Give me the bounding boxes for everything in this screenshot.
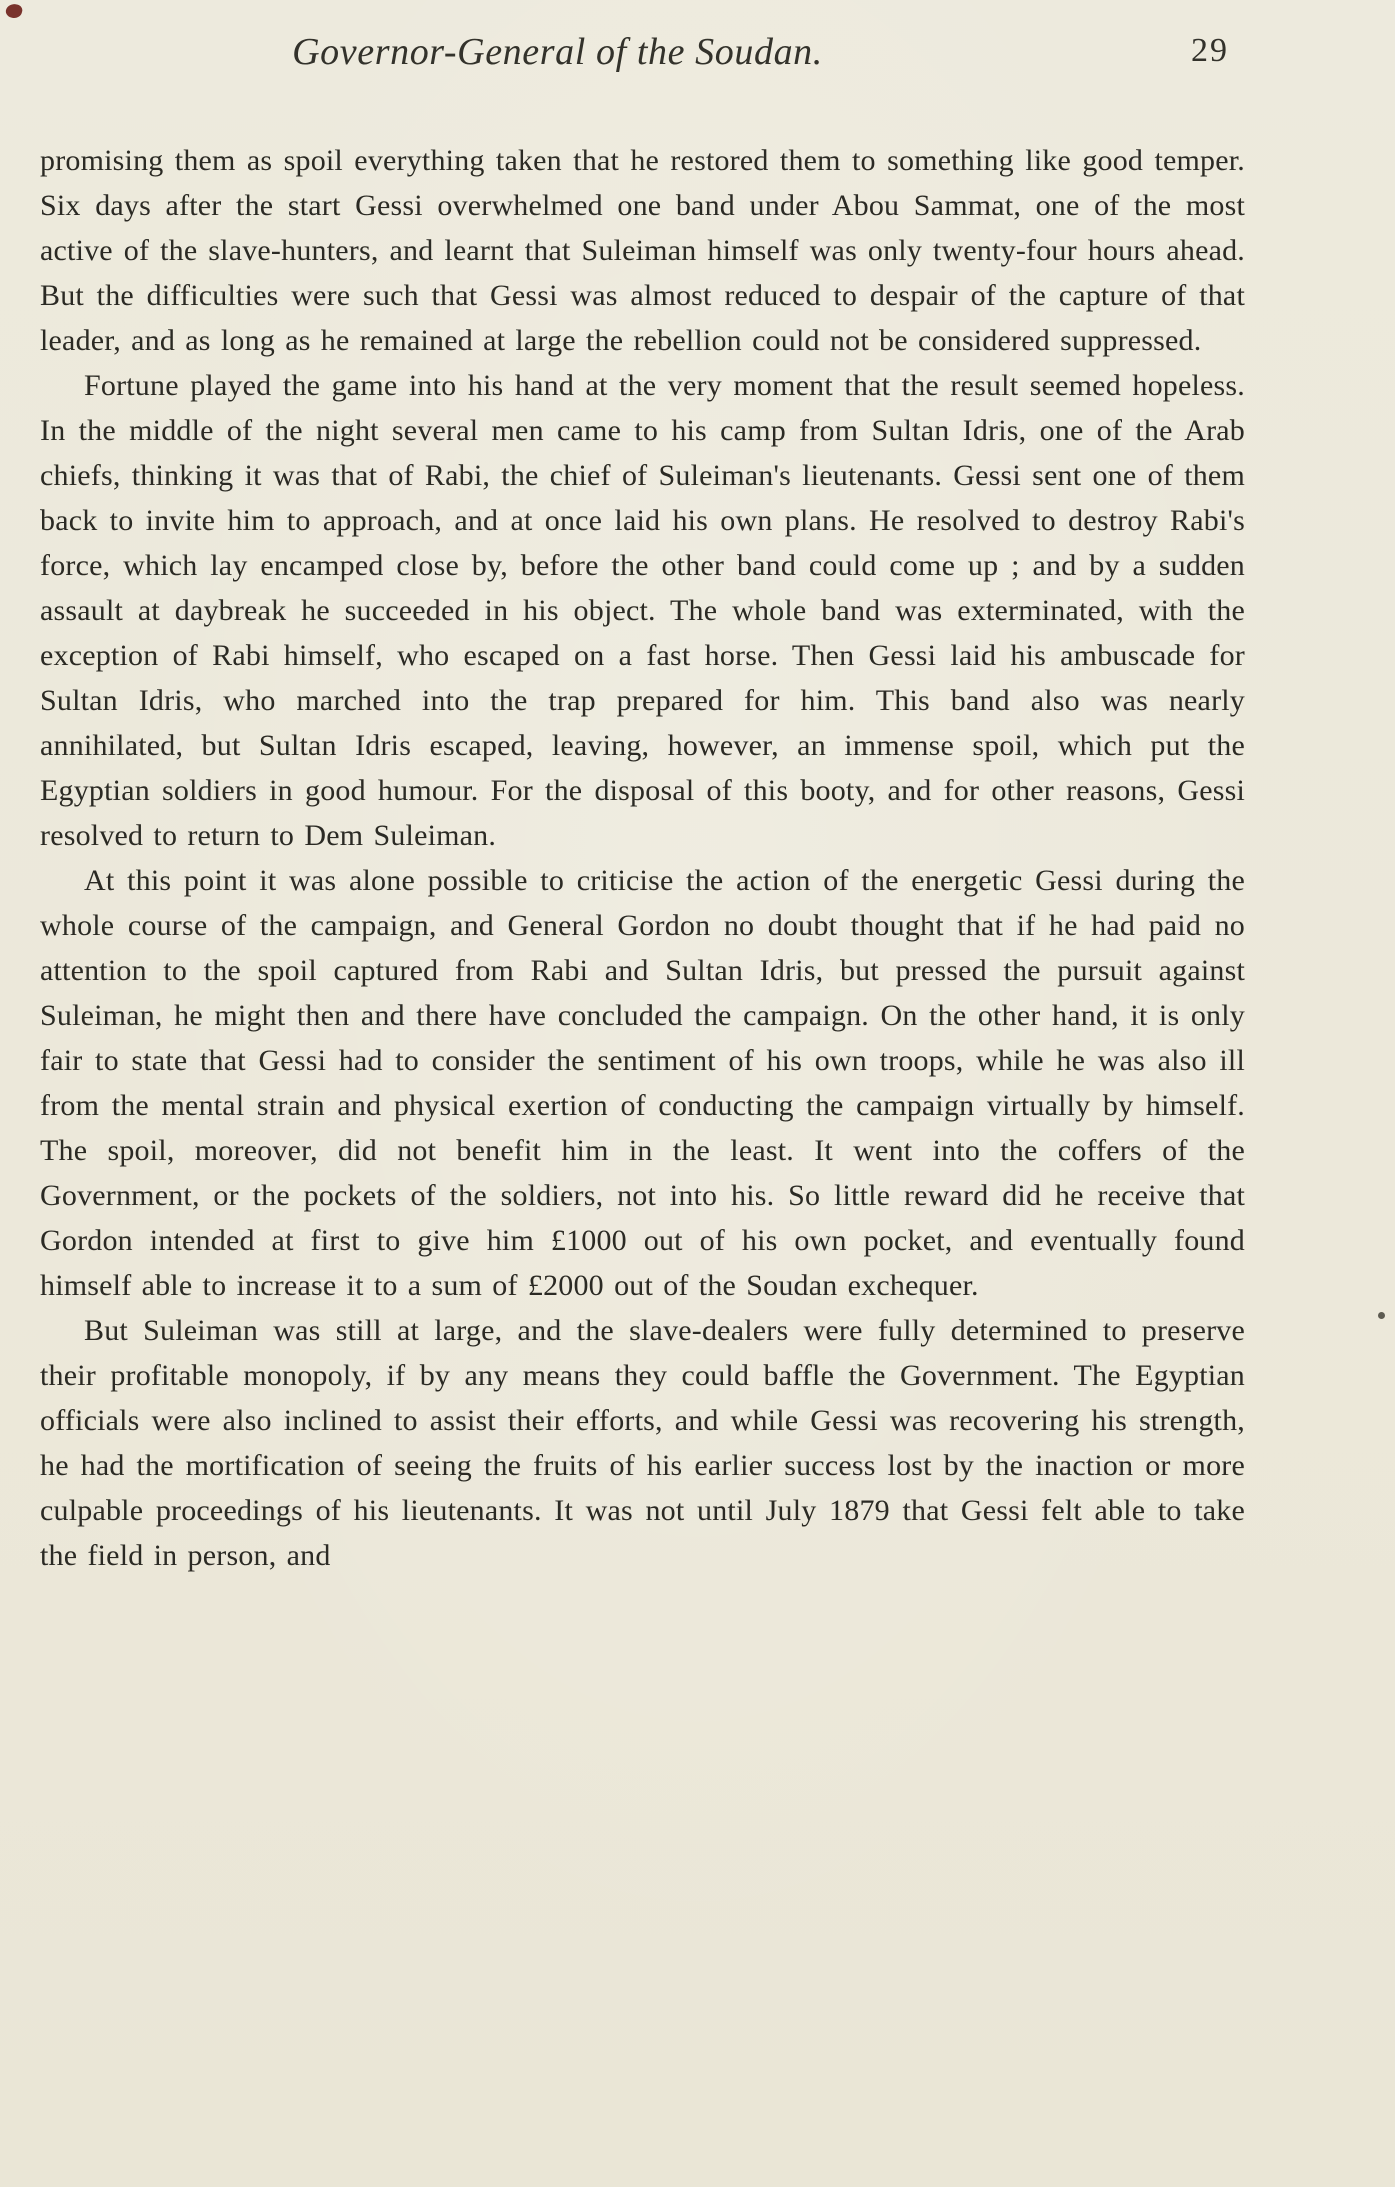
page-speck [1378, 1312, 1385, 1319]
running-header [40, 30, 1245, 102]
paragraph: promising them as spoil everything taken that he restored them to something like good temper. Six days after the start Gessi overwhelmed one band under Abou Sammat, one of the most active of the slave-hunters, and learnt that Suleiman himself was only twenty-four hours ahead. But the difficulties were such that Gessi was almost reduced to despair of the capture of that leader, and as long as he remained at large the rebellion could not be considered suppressed. [40, 144, 1245, 357]
paragraph: But Suleiman was still at large, and the slave-dealers were fully determined to preserve their profitable monopoly, if by any means they could baffle the Government. The Egyptian officials were also inclined to assist their efforts, and while Gessi was recovering his strength, he had the mortification of seeing the fruits of his earlier success lost by the inaction or more culpable proceedings of his lieutenants. It was not until July 1879 that Gessi felt able to take the field in person, and [40, 1314, 1245, 1572]
paragraph: Fortune played the game into his hand at the very moment that the result seemed hopeless. In the middle of the night several men came to his camp from Sultan Idris, one of the Arab chiefs, thinking it was that of Rabi, the chief of Suleiman's lieutenants. Gessi sent one of them back to invite him to approach, and at once laid his own plans. He resolved to destroy Rabi's force, which lay encamped close by, before the other band could come up ; and by a sudden assault at daybreak he succeeded in his object. The whole band was exterminated, with the exception of Rabi himself, who escaped on a fast horse. Then Gessi laid his ambuscade for Sultan Idris, who marched into the trap prepared for him. This band also was nearly annihilated, but Sultan Idris escaped, leaving, however, an immense spoil, which put the Egyptian soldiers in good humour. For the disposal of this booty, and for other reasons, Gessi resolved to return to Dem Suleiman. [40, 369, 1245, 852]
running-header-title: Governor-General of the Soudan. [292, 31, 823, 73]
ink-blemish [5, 2, 24, 19]
page-number: 29 [1191, 32, 1229, 69]
paragraph: At this point it was alone possible to criticise the action of the energetic Gessi during the whole course of the campaign, and General Gordon no doubt thought that if he had paid no attention to the spoil captured from Rabi and Sultan Idris, but pressed the pursuit against Suleiman, he might then and there have concluded the campaign. On the other hand, it is only fair to state that Gessi had to consider the sentiment of his own troops, while he was also ill from the mental strain and physical exertion of conducting the campaign virtually by himself. The spoil, moreover, did not benefit him in the least. It went into the coffers of the Government, or the pockets of the soldiers, not into his. So little reward did he receive that Gordon intended at first to give him £1000 out of his own pocket, and eventually found himself able to increase it to a sum of £2000 out of the Soudan exchequer. [40, 864, 1245, 1302]
page-body [40, 138, 1245, 1578]
